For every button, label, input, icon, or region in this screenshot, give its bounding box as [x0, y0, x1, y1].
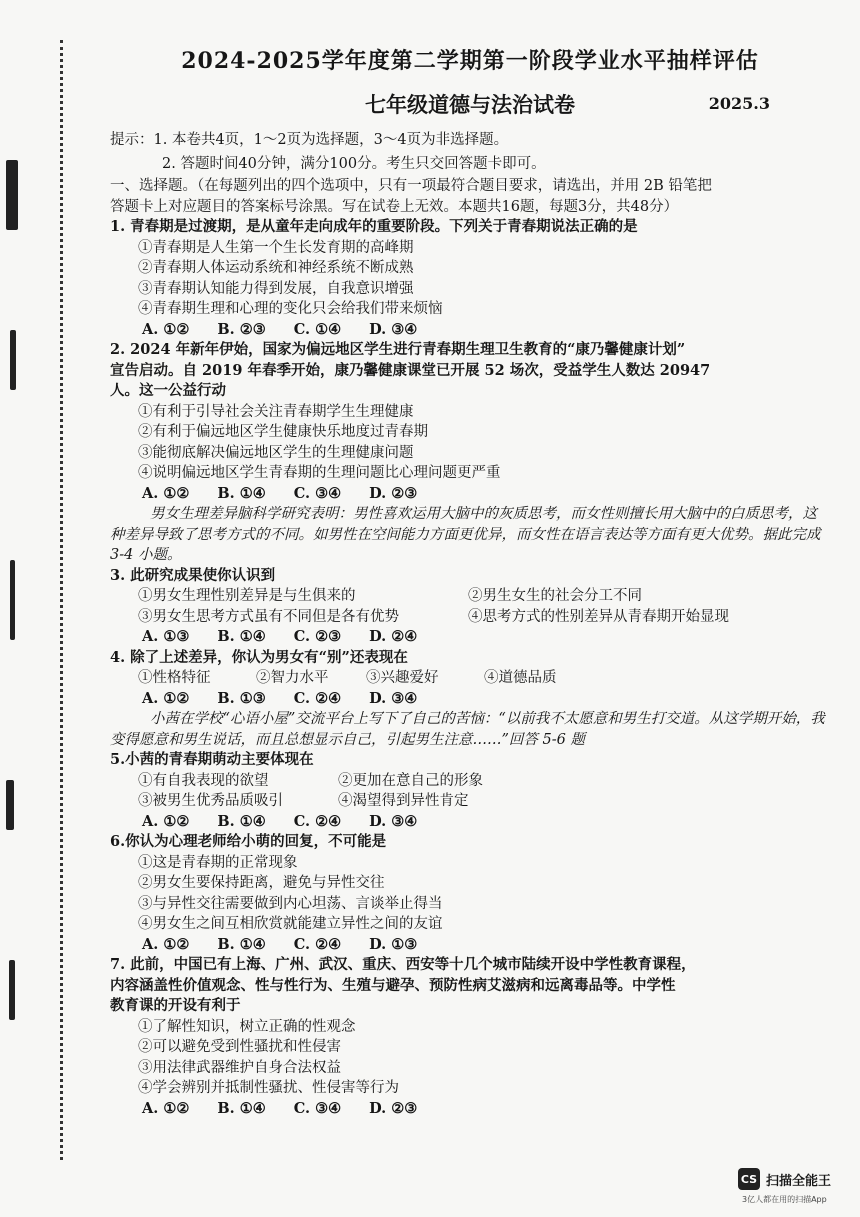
exam-title: 2024-2025学年度第二学期第一阶段学业水平抽样评估: [181, 48, 759, 74]
answer-choices: [110, 627, 830, 648]
binding-mark: [10, 560, 15, 640]
option-item: ③兴趣爱好: [366, 670, 439, 686]
option-item: ③青春期认知能力得到发展，自我意识增强: [138, 280, 414, 297]
option-item: ③被男生优秀品质吸引: [138, 793, 283, 809]
question-stem: 7. 此前，中国已有上海、广州、武汉、重庆、西安等十几个城市陆续开设中学性教育课程，: [110, 956, 696, 973]
choice-d: D. ②③: [369, 1099, 418, 1117]
binding-dotted-line: [60, 40, 63, 1160]
option-row: [110, 791, 830, 812]
option-item: ②有利于偏远地区学生健康快乐地度过青春期: [138, 424, 428, 440]
option-item: ②可以避免受到性骚扰和性侵害: [138, 1039, 341, 1055]
choice-a: A. ①②: [142, 935, 190, 953]
question-5: [110, 750, 830, 832]
question-stem: 2. 2024 年新年伊始，国家为偏远地区学生进行青春期生理卫生教育的“康乃馨健康计划”: [110, 341, 686, 358]
choice-b: B. ①④: [217, 628, 266, 645]
option-item: ①有利于引导社会关注青春期学生生理健康: [138, 403, 414, 420]
option-item: ①有自我表现的欲望: [138, 772, 269, 789]
binding-mark: [9, 960, 15, 1020]
question-stem: 5.小茜的青春期萌动主要体现在: [110, 751, 314, 768]
choice-a: A. ①③: [142, 628, 190, 645]
reading-material: 男女生理差异脑科学研究表明：男性喜欢运用大脑中的灰质思考，而女性则擅长用大脑中的白质思考，这种差异导致了思考方式的不同。如男性在空间能力方面更优异，而女性在语言表达等方面有更大优势。据此完成 3-4 小题。: [110, 506, 821, 563]
option-row: [110, 771, 830, 792]
binding-mark: [6, 160, 18, 230]
question-1: [110, 217, 830, 340]
choice-b: B. ①③: [217, 689, 266, 707]
option-item: ①了解性知识，树立正确的性观念: [138, 1018, 356, 1035]
option-item: ④学会辨别并抵制性骚扰、性侵害等行为: [138, 1080, 399, 1096]
option-item: ①性格特征: [138, 670, 211, 686]
choice-a: A. ①②: [142, 689, 190, 707]
answer-choices: [110, 320, 830, 341]
option-item: ④思考方式的性别差异从青春期开始显现: [468, 608, 729, 625]
option-row: [110, 607, 830, 628]
question-stem: 1. 青春期是过渡期，是从童年走向成年的重要阶段。下列关于青春期说法正确的是: [110, 218, 638, 235]
choice-b: B. ①④: [217, 935, 266, 953]
question-4: [110, 648, 830, 710]
option-item: ④说明偏远地区学生青春期的生理问题比心理问题更严重: [138, 465, 501, 481]
choice-a: A. ①②: [142, 484, 190, 502]
choice-c: C. ②④: [293, 935, 342, 953]
option-item: ①青春期是人生第一个生长发育期的高峰期: [138, 239, 414, 256]
choice-c: C. ②③: [293, 628, 342, 645]
question-stem: 教育课的开设有利于: [110, 997, 241, 1014]
answer-choices: [110, 935, 830, 956]
section-heading-line: 答题卡上对应题目的答案标号涂黑。写在试卷上无效。本题共16题，每题3分，共48分）: [110, 198, 679, 215]
subtitle-row: [110, 82, 830, 128]
choice-a: A. ①②: [142, 812, 190, 830]
option-item: ②青春期人体运动系统和神经系统不断成熟: [138, 260, 414, 276]
choice-d: D. ③④: [369, 689, 418, 707]
option-item: ①这是青春期的正常现象: [138, 854, 298, 871]
option-item: ②男女生要保持距离，避免与异性交往: [138, 875, 385, 891]
tip-line: 提示：1. 本卷共4页，1～2页为选择题，3～4页为非选择题。: [110, 132, 509, 148]
option-row: [110, 586, 830, 607]
choice-c: C. ②④: [293, 812, 342, 830]
choice-d: D. ②③: [369, 484, 418, 502]
tips-block: [110, 128, 830, 176]
question-2: [110, 340, 830, 504]
question-stem: 3. 此研究成果使你认识到: [110, 566, 276, 584]
scanner-watermark: [738, 1168, 831, 1190]
question-stem: 宣告启动。自 2019 年春季开始，康乃馨健康课堂已开展 52 场次，受益学生人数达 20947: [110, 361, 711, 379]
answer-choices: [110, 484, 830, 505]
option-item: ②智力水平: [256, 670, 329, 686]
option-item: ②更加在意自己的形象: [338, 772, 483, 789]
scanner-tagline: 3亿人都在用的扫描App: [742, 1195, 827, 1204]
option-item: ③能彻底解决偏远地区学生的生理健康问题: [138, 444, 414, 461]
question-stem: 人。这一公益行动: [110, 382, 226, 399]
option-item: ②男生女生的社会分工不同: [468, 588, 642, 604]
answer-choices: [110, 812, 830, 833]
option-row: [110, 668, 830, 689]
section-heading: [110, 176, 830, 217]
binding-mark: [6, 780, 14, 830]
choice-d: D. ③④: [369, 812, 418, 830]
question-3: [110, 566, 830, 648]
choice-b: B. ②③: [217, 320, 266, 338]
section-heading-line: 一、选择题。（在每题列出的四个选项中，只有一项最符合题目要求，请选出，并用 2B 铅笔把: [110, 178, 712, 194]
option-item: ③男女生思考方式虽有不同但是各有优势: [138, 608, 399, 625]
scanner-logo-icon: CS: [738, 1168, 760, 1190]
option-item: ④男女生之间互相欣赏就能建立异性之间的友谊: [138, 916, 443, 932]
choice-d: D. ①③: [369, 935, 418, 953]
choice-a: A. ①②: [142, 320, 190, 338]
choice-b: B. ①④: [217, 812, 266, 830]
question-stem: 内容涵盖性价值观念、性与性行为、生殖与避孕、预防性病艾滋病和远离毒品等。中学性: [110, 976, 676, 994]
choice-c: C. ①④: [293, 320, 342, 338]
option-item: ①男女生理性别差异是与生俱来的: [138, 588, 356, 604]
reading-material: 小茜在学校“心语小屋”交流平台上写下了自己的苦恼：“以前我不太愿意和男生打交道。从这学期开始，我变得愿意和男生说话，而且总想显示自己，引起男生注意……”回答 5-6 题: [110, 711, 825, 748]
question-6: [110, 832, 830, 955]
choice-c: C. ②④: [293, 689, 342, 707]
exam-page: [110, 40, 830, 1119]
binding-mark: [10, 330, 16, 390]
option-item: ③与异性交往需要做到内心坦荡、言谈举止得当: [138, 895, 443, 912]
option-item: ④道德品质: [484, 670, 557, 686]
choice-d: D. ③④: [369, 320, 418, 338]
choice-b: B. ①④: [217, 484, 266, 502]
answer-choices: [110, 1099, 830, 1120]
scanner-app-name: 扫描全能王: [766, 1173, 832, 1189]
choice-d: D. ②④: [369, 628, 418, 645]
tip-line: 2. 答题时间40分钟，满分100分。考生只交回答题卡即可。: [162, 156, 546, 172]
option-item: ④青春期生理和心理的变化只会给我们带来烦恼: [138, 301, 443, 317]
choice-b: B. ①④: [217, 1099, 266, 1117]
option-item: ③用法律武器维护自身合法权益: [138, 1059, 341, 1076]
choice-c: C. ③④: [293, 1099, 342, 1117]
answer-choices: [110, 689, 830, 710]
choice-c: C. ③④: [293, 484, 342, 502]
question-stem: 4. 除了上述差异，你认为男女有“别”还表现在: [110, 648, 408, 666]
question-stem: 6.你认为心理老师给小萌的回复，不可能是: [110, 833, 387, 850]
option-item: ④渴望得到异性肯定: [338, 793, 469, 809]
exam-date: 2025.3: [708, 94, 770, 113]
choice-a: A. ①②: [142, 1099, 190, 1117]
question-7: [110, 955, 830, 1119]
exam-subtitle: 七年级道德与法治试卷: [365, 92, 575, 117]
